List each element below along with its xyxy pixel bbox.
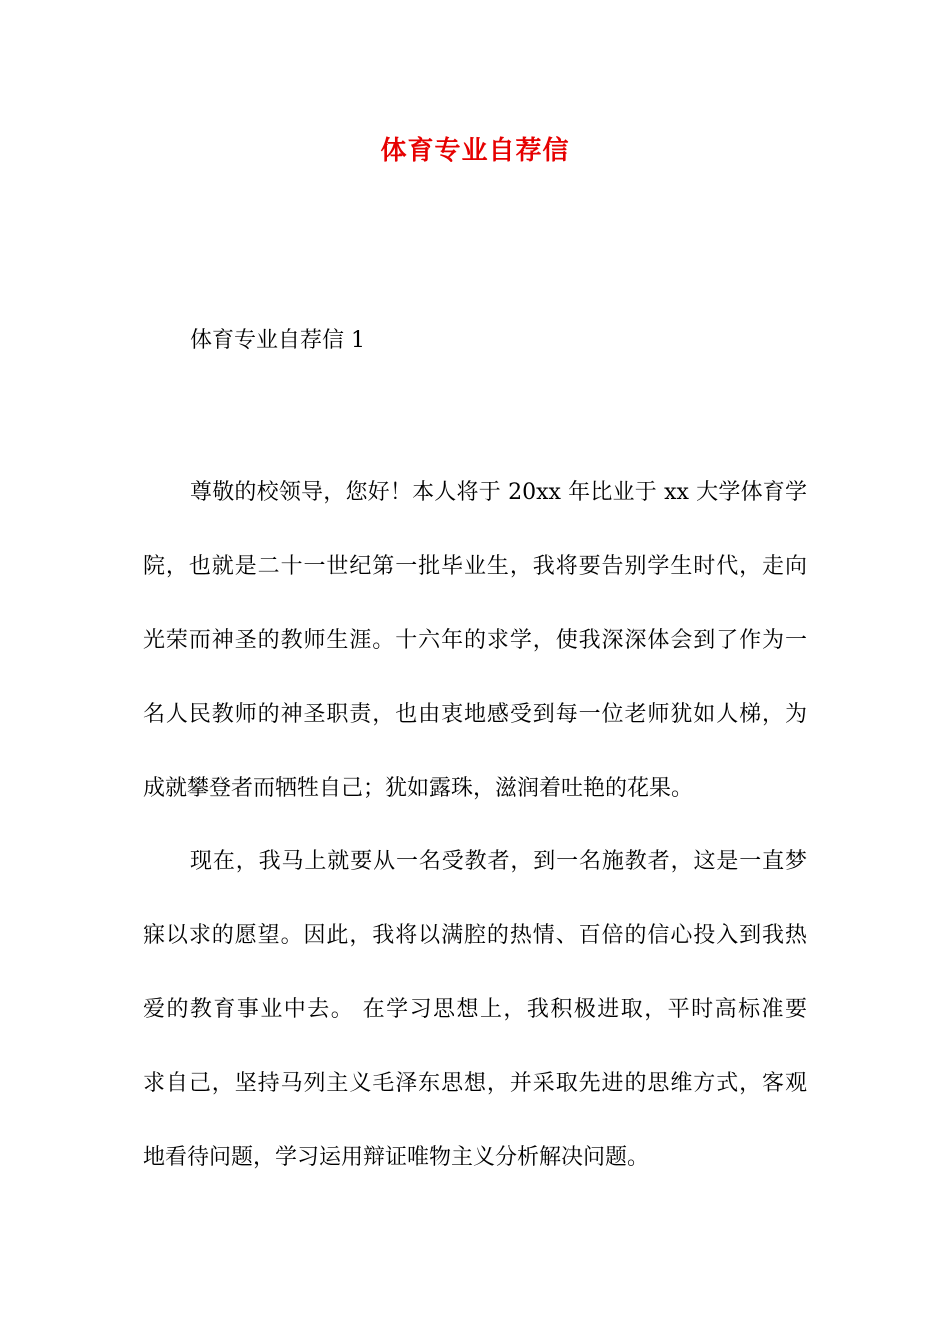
paragraph-1 [143, 476, 807, 806]
paragraph-line: 现在，我马上就要从一名受教者，到一名施教者，这是一直梦 [190, 849, 807, 874]
paragraph-line: 爱的教育事业中去。 在学习思想上，我积极进取，平时高标准要 [143, 997, 807, 1022]
paragraph-line: 地看待问题，学习运用辩证唯物主义分析解决问题。 [143, 1145, 650, 1170]
paragraph-line: 成就攀登者而牺牲自己；犹如露珠，滋润着吐艳的花果。 [143, 776, 694, 801]
paragraph-line: 院，也就是二十一世纪第一批毕业生，我将要告别学生时代，走向 [143, 554, 807, 579]
paragraph-line: 求自己，坚持马列主义毛泽东思想，并采取先进的思维方式，客观 [143, 1071, 807, 1096]
paragraph-2 [143, 845, 807, 1175]
paragraph-line: 光荣而神圣的教师生涯。十六年的求学，使我深深体会到了作为一 [143, 628, 807, 653]
section-heading: 体育专业自荐信 1 [190, 328, 365, 353]
paragraph-line: 尊敬的校领导，您好！本人将于 20xx 年比业于 xx 大学体育学 [190, 480, 807, 505]
document-title: 体育专业自荐信 [380, 136, 570, 166]
paragraph-line: 名人民教师的神圣职责，也由衷地感受到每一位老师犹如人梯，为 [143, 702, 807, 727]
paragraph-line: 寐以求的愿望。因此，我将以满腔的热情、百倍的信心投入到我热 [143, 923, 807, 948]
